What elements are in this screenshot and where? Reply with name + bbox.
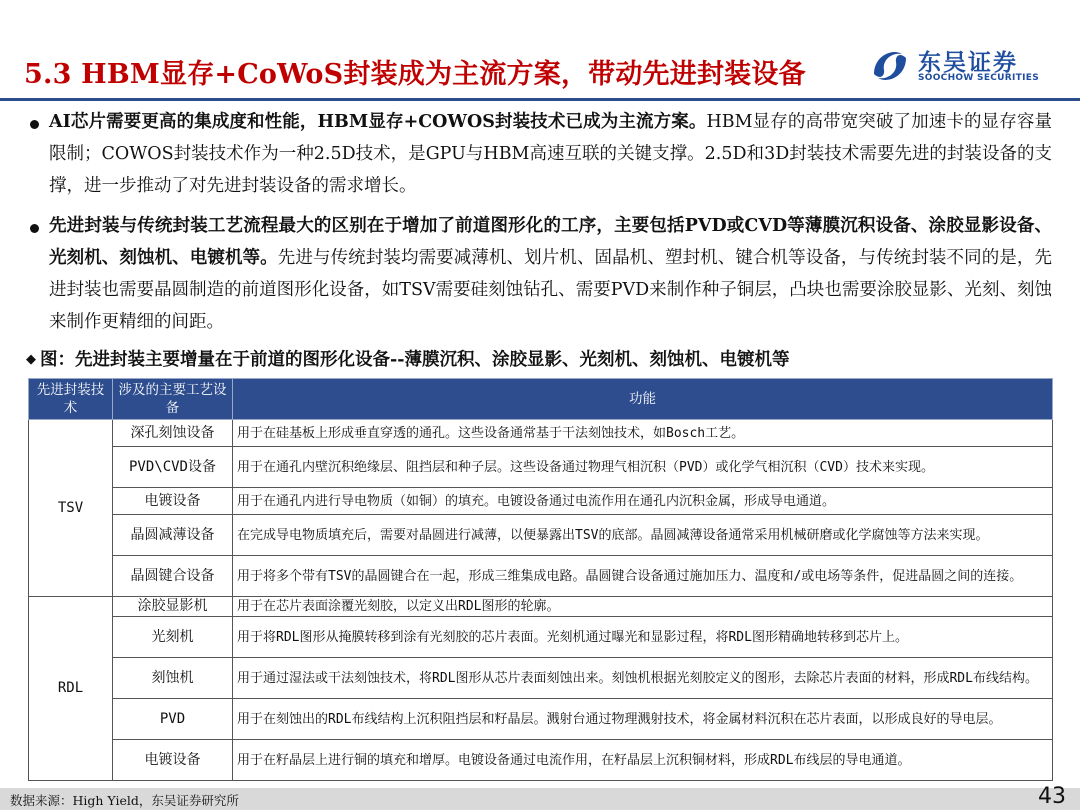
table-row: [29, 699, 1053, 740]
function-cell: 用于在硅基板上形成垂直穿透的通孔。这些设备通常基于干法刻蚀技术，如Bosch工艺。: [233, 420, 1053, 447]
table-row: [29, 488, 1053, 515]
figure-caption-text: 图：先进封装主要增量在于前道的图形化设备--薄膜沉积、涂胶显影、光刻机、刻蚀机、电镀机等: [40, 350, 790, 370]
equipment-cell: PVD: [113, 699, 233, 740]
header-equipment: 涉及的主要工艺设备: [113, 379, 233, 420]
page-number: 43: [1038, 784, 1066, 809]
equipment-cell: 电镀设备: [113, 740, 233, 781]
equipment-cell: 涂胶显影机: [113, 597, 233, 617]
category-cell-tsv: TSV: [29, 420, 113, 597]
table-row: [29, 740, 1053, 781]
bullet-bold-lead: 先进封装与传统封装工艺流程最大的区别在于增加了前道图形化的工序，主要包括PVD或CVD等薄膜沉积设备、涂胶显影设备、光刻机、刻蚀机、电镀机等。: [49, 216, 1052, 268]
company-logo: [868, 44, 1038, 88]
bullet-bold-lead: AI芯片需要更高的集成度和性能，HBM显存+COWOS封装技术已成为主流方案。: [49, 112, 707, 132]
table-header-row: [29, 379, 1053, 420]
table-row: [29, 420, 1053, 447]
function-cell: 用于通过湿法或干法刻蚀技术，将RDL图形从芯片表面刻蚀出来。刻蚀机根据光刻胶定义的图形，去除芯片表面的材料，形成RDL布线结构。: [233, 658, 1053, 699]
function-cell: 用于在籽晶层上进行铜的填充和增厚。电镀设备通过电流作用，在籽晶层上沉积铜材料，形成RDL布线层的导电通道。: [233, 740, 1053, 781]
table-row: [29, 617, 1053, 658]
table-row: [29, 658, 1053, 699]
category-cell-rdl: RDL: [29, 597, 113, 781]
bullet-body: HBM显存的高带宽突破了加速卡的显存容量限制；COWOS封装技术作为一种2.5D技术，是GPU与HBM高速互联的关键支撑。2.5D和3D封装技术需要先进的封装设备的支撑，进一步推动了对先进封装设备的需求增长。: [49, 112, 1052, 196]
equipment-cell: 电镀设备: [113, 488, 233, 515]
equipment-table: [28, 378, 1053, 781]
equipment-cell: 光刻机: [113, 617, 233, 658]
table-row: [29, 597, 1053, 617]
table-row: [29, 556, 1053, 597]
table-row: [29, 447, 1053, 488]
soochow-logo-icon: [868, 44, 912, 88]
function-cell: 用于将RDL图形从掩膜转移到涂有光刻胶的芯片表面。光刻机通过曝光和显影过程，将RDL图形精确地转移到芯片上。: [233, 617, 1053, 658]
bullet-paragraph: [49, 210, 1052, 338]
diamond-icon: ◆: [26, 352, 36, 367]
bullet-dot-icon: [30, 224, 39, 233]
equipment-cell: 深孔刻蚀设备: [113, 420, 233, 447]
function-cell: 用于在通孔内壁沉积绝缘层、阻挡层和种子层。这些设备通过物理气相沉积（PVD）或化学气相沉积（CVD）技术来实现。: [233, 447, 1053, 488]
bullet-paragraph: [49, 106, 1052, 202]
title-divider: [0, 98, 1080, 101]
bullet-body: 先进与传统封装均需要减薄机、划片机、固晶机、塑封机、键合机等设备，与传统封装不同的是，先进封装也需要晶圆制造的前道图形化设备，如TSV需要硅刻蚀钻孔、需要PVD来制作种子铜层，凸块也需要涂胶显影、光刻、刻蚀来制作更精细的间距。: [49, 248, 1053, 332]
equipment-cell: 刻蚀机: [113, 658, 233, 699]
bullet-point-1: [22, 106, 1052, 202]
header-tech: 先进封装技术: [29, 379, 113, 420]
logo-english-name: SOOCHOW SECURITIES: [918, 73, 1039, 83]
function-cell: 在完成导电物质填充后，需要对晶圆进行减薄，以便暴露出TSV的底部。晶圆减薄设备通常采用机械研磨或化学腐蚀等方法来实现。: [233, 515, 1053, 556]
data-source-note: 数据来源：High Yield，东吴证券研究所: [10, 793, 239, 808]
page-title: 5.3 HBM显存+CoWoS封装成为主流方案，带动先进封装设备: [24, 59, 806, 90]
function-cell: 用于将多个带有TSV的晶圆键合在一起，形成三维集成电路。晶圆键合设备通过施加压力、温度和/或电场等条件，促进晶圆之间的连接。: [233, 556, 1053, 597]
figure-caption: [26, 346, 790, 371]
function-cell: 用于在刻蚀出的RDL布线结构上沉积阻挡层和籽晶层。溅射台通过物理溅射技术，将金属材料沉积在芯片表面，以形成良好的导电层。: [233, 699, 1053, 740]
bullet-point-2: [22, 210, 1052, 338]
equipment-cell: 晶圆键合设备: [113, 556, 233, 597]
function-cell: 用于在通孔内进行导电物质（如铜）的填充。电镀设备通过电流作用在通孔内沉积金属，形成导电通道。: [233, 488, 1053, 515]
header-function: 功能: [233, 379, 1053, 420]
logo-chinese-name: 东吴证券: [918, 50, 1018, 76]
bullet-dot-icon: [30, 120, 39, 129]
table-row: [29, 515, 1053, 556]
function-cell: 用于在芯片表面涂覆光刻胶，以定义出RDL图形的轮廓。: [233, 597, 1053, 617]
equipment-cell: 晶圆减薄设备: [113, 515, 233, 556]
equipment-cell: PVD\CVD设备: [113, 447, 233, 488]
